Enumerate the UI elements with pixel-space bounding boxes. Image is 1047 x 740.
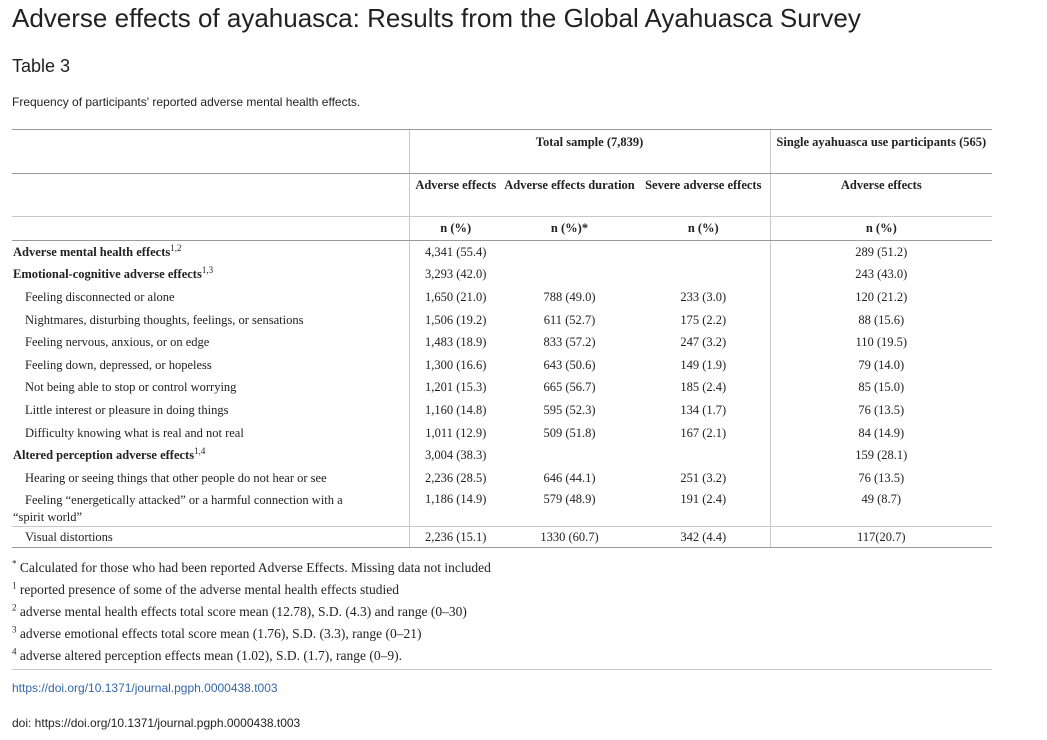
cell-single: 110 (19.5) <box>770 331 992 354</box>
unit-severe: n (%) <box>637 217 770 241</box>
footnote <box>12 645 992 667</box>
unit-adverse: n (%) <box>409 217 502 241</box>
row-label: Visual distortions <box>12 527 409 548</box>
table-caption: Frequency of participants' reported adverse mental health effects. <box>12 95 361 109</box>
row-label: Little interest or pleasure in doing things <box>25 403 229 418</box>
table-row <box>12 308 992 331</box>
table-row <box>12 467 992 490</box>
doi-citation: doi: https://doi.org/10.1371/journal.pgph.0000438.t003 <box>12 716 301 730</box>
data-table <box>12 129 992 548</box>
cell-single: 88 (15.6) <box>770 308 992 331</box>
footnote <box>12 557 992 579</box>
table-row <box>12 444 992 467</box>
cell-adverse: 1,483 (18.9) <box>409 331 502 354</box>
cell-duration: 611 (52.7) <box>543 312 596 327</box>
row-label-text: Altered perception adverse effects <box>13 448 195 463</box>
cell-adverse: 1,011 (12.9) <box>409 421 502 444</box>
cell-adverse: 1,300 (16.6) <box>409 354 502 377</box>
row-label: Feeling disconnected or alone <box>25 290 175 305</box>
header-single-use: Single ayahuasca use participants (565) <box>770 130 992 174</box>
cell-duration <box>502 263 637 286</box>
cell-severe: 342 (4.4) <box>637 527 770 548</box>
cell-adverse: 1,650 (21.0) <box>409 286 502 309</box>
cell-severe: 251 (3.2) <box>680 470 727 485</box>
header-total-sample: Total sample (7,839) <box>409 130 770 174</box>
footnote-text: adverse mental health effects total score mean (12.78), S.D. (4.3) and range (0–30) <box>19 604 467 619</box>
footnote-text: adverse emotional effects total score mean (1.76), S.D. (3.3), range (0–21) <box>19 626 422 641</box>
footnote-text: Calculated for those who had been reported Adverse Effects. Missing data not included <box>19 560 491 575</box>
cell-single: 243 (43.0) <box>770 263 992 286</box>
cell-severe: 149 (1.9) <box>680 357 727 372</box>
cell-single: 159 (28.1) <box>770 444 992 467</box>
table-row <box>12 263 992 286</box>
table-row <box>12 376 992 399</box>
row-label-line2: “spirit world” <box>13 510 83 525</box>
row-label: Feeling down, depressed, or hopeless <box>25 357 212 372</box>
header-single-adverse-effects: Adverse effects <box>770 174 992 217</box>
footnote-ref: 1,4 <box>194 446 206 457</box>
unit-single: n (%) <box>770 217 992 241</box>
unit-duration: n (%)* <box>502 217 637 241</box>
cell-severe: 233 (3.0) <box>680 290 727 305</box>
footnote-ref: 1,2 <box>170 242 182 253</box>
row-label: Feeling nervous, anxious, or on edge <box>25 335 210 350</box>
table-header-column-row <box>12 174 992 217</box>
footer-divider <box>12 669 992 670</box>
cell-adverse: 4,341 (55.4) <box>409 240 502 263</box>
table-row <box>12 421 992 444</box>
footnote-text: reported presence of some of the adverse mental health effects studied <box>19 582 399 597</box>
cell-single: 49 (8.7) <box>770 489 992 527</box>
footnote-mark: 3 <box>12 624 17 635</box>
cell-severe: 167 (2.1) <box>680 425 727 440</box>
footnote <box>12 601 992 623</box>
table-header-unit-row <box>12 217 992 241</box>
cell-duration: 665 (56.7) <box>543 380 596 395</box>
cell-severe <box>637 263 770 286</box>
cell-duration: 643 (50.6) <box>543 357 596 372</box>
table-row <box>12 354 992 377</box>
cell-severe: 191 (2.4) <box>680 492 727 507</box>
cell-duration <box>502 240 637 263</box>
row-label: Not being able to stop or control worrying <box>25 380 237 395</box>
cell-adverse: 1,160 (14.8) <box>409 399 502 422</box>
cell-duration: 1330 (60.7) <box>502 527 637 548</box>
table-header-group-row <box>12 130 992 174</box>
cell-duration <box>502 444 637 467</box>
cell-severe <box>637 240 770 263</box>
cell-single: 120 (21.2) <box>770 286 992 309</box>
table-footnotes <box>12 557 992 667</box>
cell-duration: 646 (44.1) <box>543 470 596 485</box>
footnote-ref: 1,3 <box>201 265 214 276</box>
cell-adverse: 3,293 (42.0) <box>409 263 502 286</box>
cell-adverse: 3,004 (38.3) <box>409 444 502 467</box>
header-empty-cell <box>12 130 409 174</box>
cell-duration: 509 (51.8) <box>543 425 596 440</box>
row-label <box>12 263 409 286</box>
cell-severe: 185 (2.4) <box>680 380 727 395</box>
header-severe-effects: Severe adverse effects <box>637 174 770 217</box>
footnote <box>12 623 992 645</box>
table-row <box>12 331 992 354</box>
table-row <box>12 399 992 422</box>
table-row <box>12 489 992 527</box>
table-row <box>12 240 992 263</box>
table-row <box>12 286 992 309</box>
footnote-mark: * <box>12 558 17 569</box>
cell-single: 117(20.7) <box>770 527 992 548</box>
cell-adverse: 1,201 (15.3) <box>409 376 502 399</box>
cell-adverse: 2,236 (15.1) <box>409 527 502 548</box>
footnote-mark: 4 <box>12 646 17 657</box>
cell-single: 289 (51.2) <box>770 240 992 263</box>
row-label-text: Emotional-cognitive adverse effects <box>13 267 202 282</box>
cell-adverse: 1,506 (19.2) <box>409 308 502 331</box>
footnote <box>12 579 992 601</box>
cell-severe <box>637 444 770 467</box>
header-adverse-effects: Adverse effects <box>409 174 502 217</box>
cell-adverse: 2,236 (28.5) <box>409 467 502 490</box>
row-label <box>12 489 409 527</box>
cell-duration: 833 (57.2) <box>543 335 596 350</box>
footnote-text: adverse altered perception effects mean (1.02), S.D. (1.7), range (0–9). <box>19 648 402 663</box>
header-empty-cell <box>12 217 409 241</box>
page-title: Adverse effects of ayahuasca: Results from the Global Ayahuasca Survey <box>12 3 861 33</box>
row-label <box>12 240 409 263</box>
footnote-mark: 1 <box>12 580 17 591</box>
cell-severe: 175 (2.2) <box>680 312 727 327</box>
cell-single: 84 (14.9) <box>770 421 992 444</box>
cell-severe: 134 (1.7) <box>680 403 727 418</box>
cell-duration: 788 (49.0) <box>543 290 596 305</box>
cell-single: 76 (13.5) <box>770 399 992 422</box>
footnote-mark: 2 <box>12 602 17 613</box>
header-empty-cell <box>12 174 409 217</box>
header-adverse-duration: Adverse effects duration <box>502 174 637 217</box>
cell-duration: 595 (52.3) <box>543 403 596 418</box>
cell-single: 85 (15.0) <box>770 376 992 399</box>
table-row <box>12 527 992 548</box>
row-label <box>12 444 409 467</box>
row-label-line1: Feeling “energetically attacked” or a harmful connection with a <box>25 493 343 508</box>
row-label: Nightmares, disturbing thoughts, feelings, or sensations <box>25 312 304 327</box>
cell-adverse: 1,186 (14.9) <box>409 489 502 527</box>
cell-severe: 247 (3.2) <box>680 335 727 350</box>
table-label: Table 3 <box>12 56 71 76</box>
row-label: Difficulty knowing what is real and not real <box>25 425 244 440</box>
row-label-text: Adverse mental health effects <box>13 244 171 259</box>
cell-single: 76 (13.5) <box>770 467 992 490</box>
row-label: Hearing or seeing things that other people do not hear or see <box>25 470 327 485</box>
cell-duration: 579 (48.9) <box>543 492 596 507</box>
cell-single: 79 (14.0) <box>770 354 992 377</box>
doi-link[interactable]: https://doi.org/10.1371/journal.pgph.0000438.t003 <box>12 681 278 695</box>
